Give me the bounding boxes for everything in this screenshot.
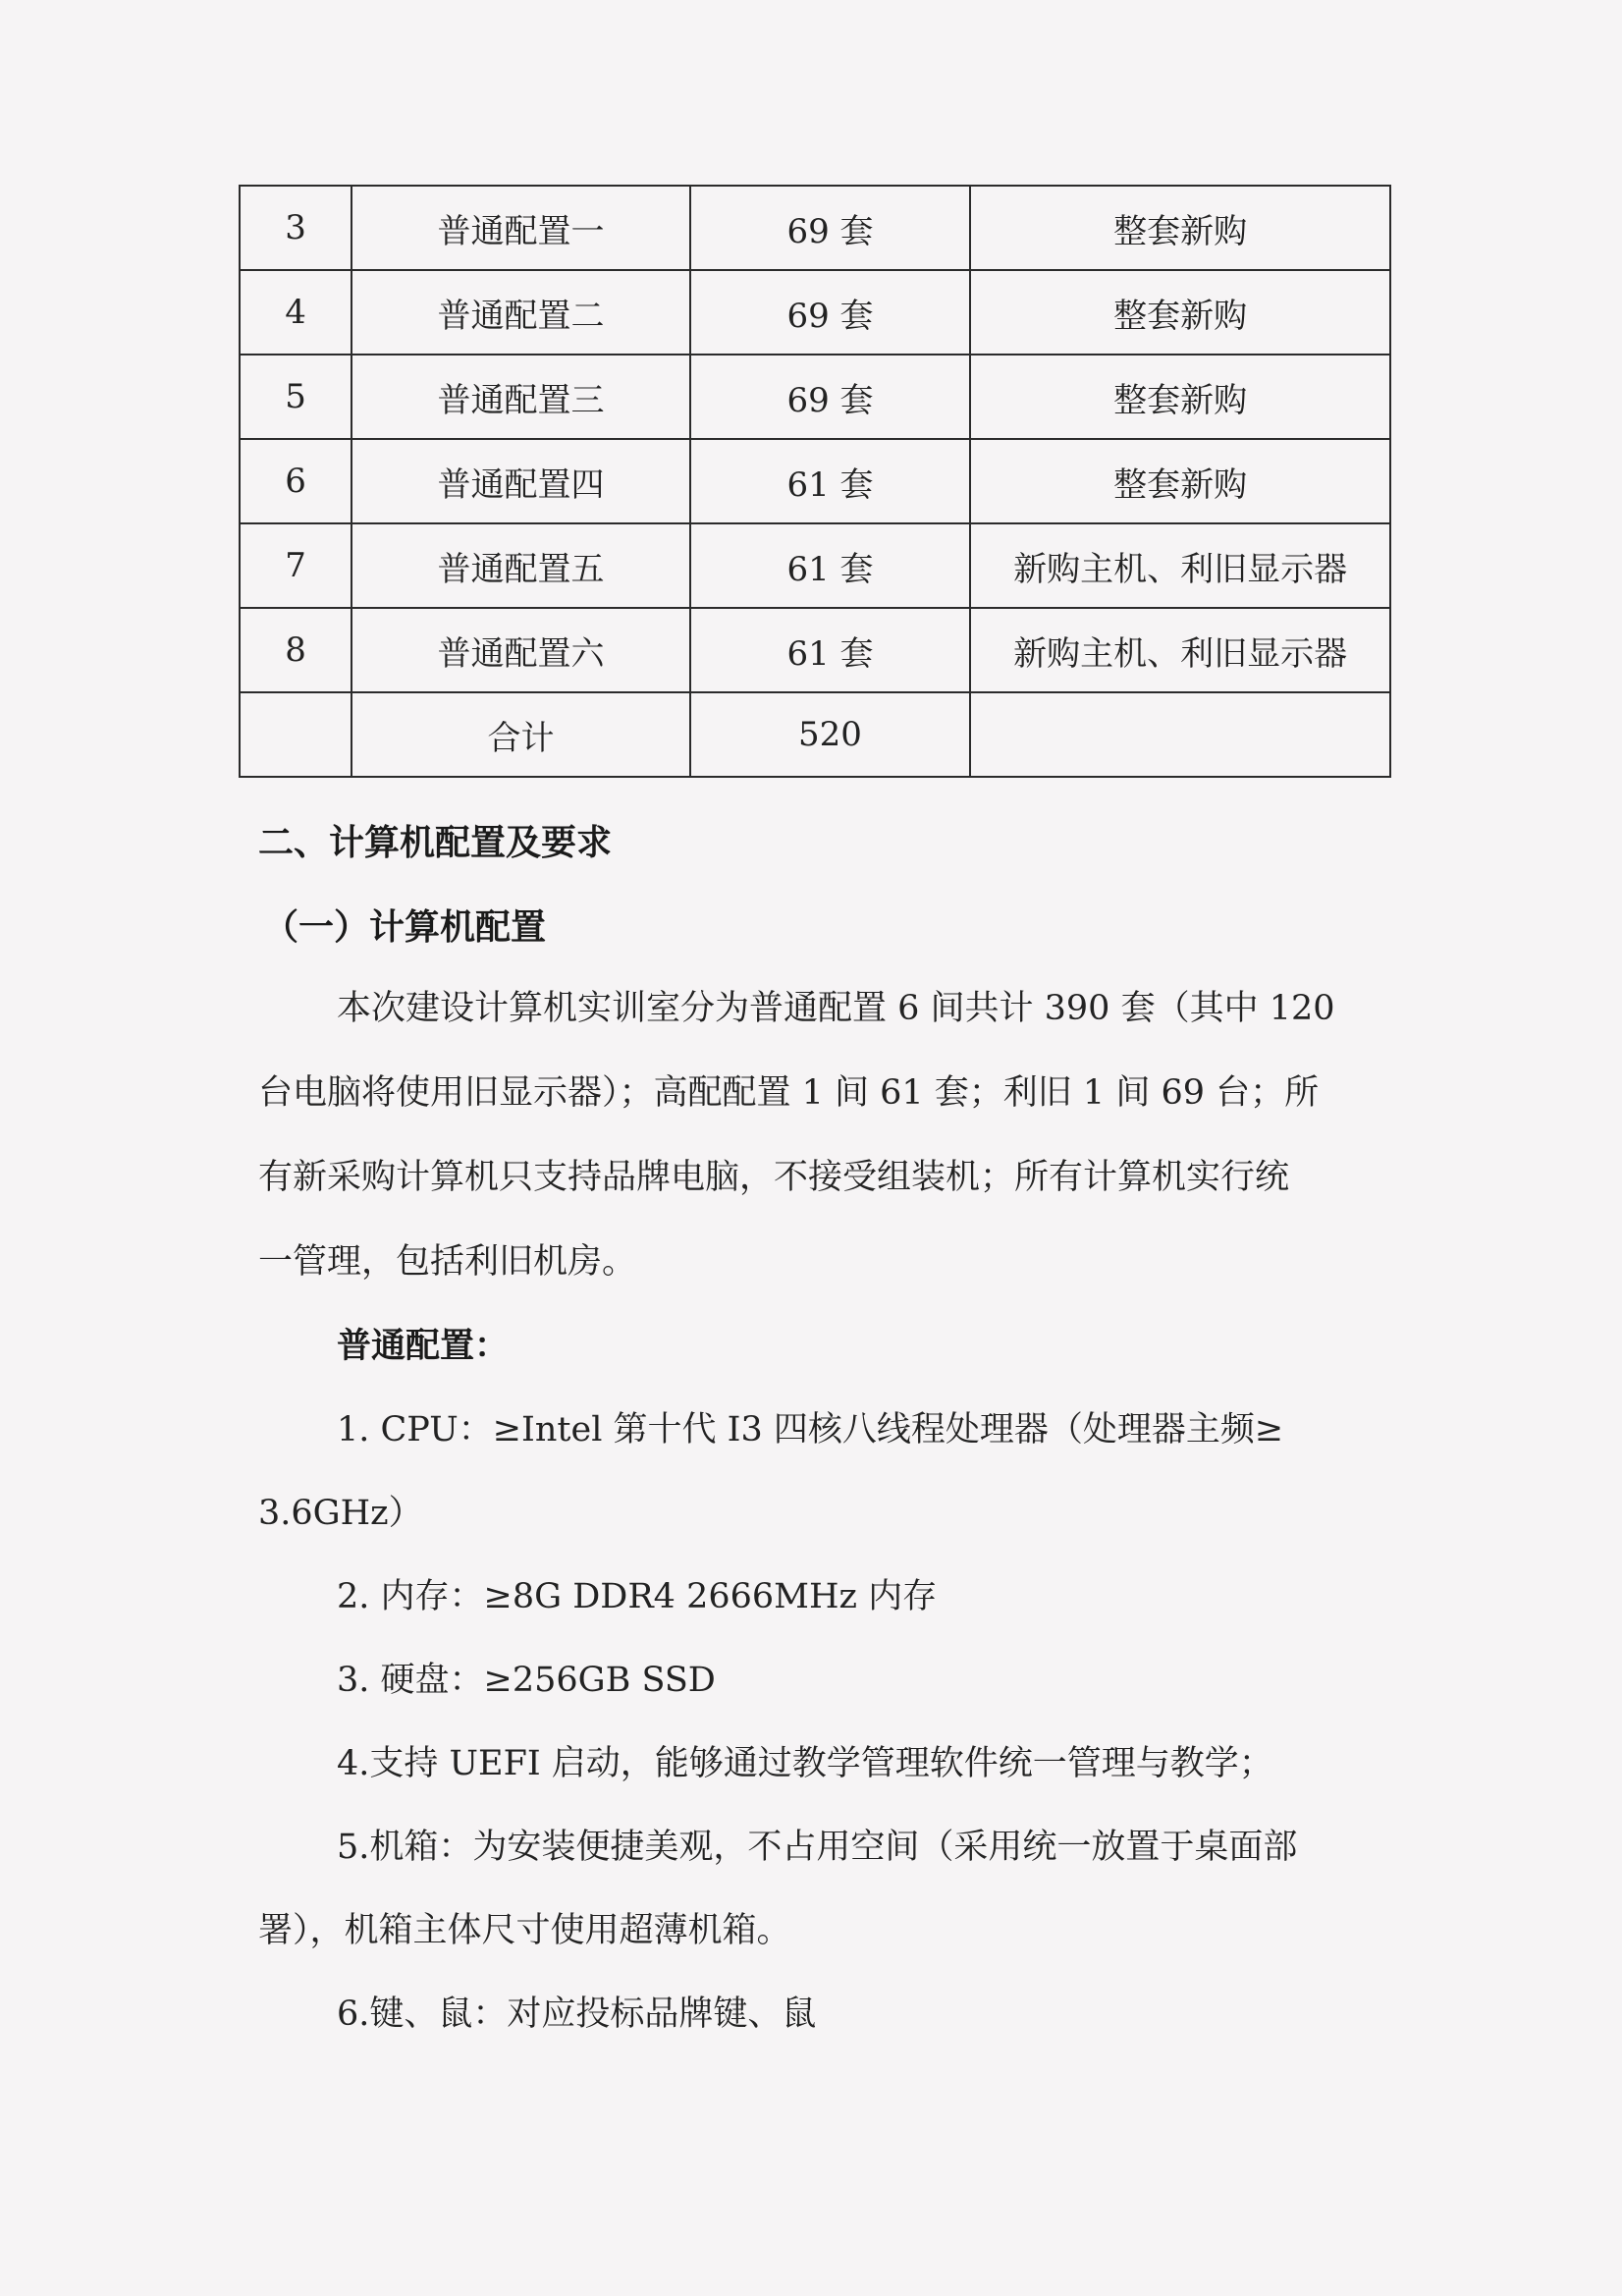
config-quantity: 69 套 (690, 270, 970, 355)
config-note: 整套新购 (970, 186, 1390, 270)
spec-line: 6.键、鼠：对应投标品牌键、鼠 (337, 1995, 817, 2034)
row-number: 5 (240, 355, 351, 439)
config-note: 新购主机、利旧显示器 (970, 608, 1390, 692)
config-note: 整套新购 (970, 355, 1390, 439)
row-number (240, 692, 351, 777)
row-number: 3 (240, 186, 351, 270)
config-quantity-table (239, 185, 1391, 778)
spec-line: 4.支持 UEFI 启动，能够通过教学管理软件统一管理与教学； (337, 1744, 1273, 1783)
total-quantity: 520 (690, 692, 970, 777)
spec-line: 2. 内存：≥8G DDR4 2666MHz 内存 (337, 1577, 938, 1616)
config-quantity: 69 套 (690, 186, 970, 270)
intro-line: 台电脑将使用旧显示器）；高配配置 1 间 61 套；利旧 1 间 69 台；所 (258, 1073, 1320, 1113)
config-note: 整套新购 (970, 439, 1390, 523)
spec-line: 1. CPU：≥Intel 第十代 I3 四核八线程处理器（处理器主频≥ (337, 1410, 1284, 1449)
table-row (240, 355, 1390, 439)
table-total-row (240, 692, 1390, 777)
row-number: 7 (240, 523, 351, 608)
spec-line: 3.6GHz） (258, 1494, 423, 1533)
subsection-heading: （一）计算机配置 (263, 906, 547, 948)
row-number: 4 (240, 270, 351, 355)
table-row (240, 439, 1390, 523)
table-row (240, 523, 1390, 608)
config-name: 普通配置三 (351, 355, 690, 439)
spec-line: 5.机箱：为安装便捷美观，不占用空间（采用统一放置于桌面部 (337, 1828, 1298, 1867)
config-name: 普通配置一 (351, 186, 690, 270)
config-quantity: 61 套 (690, 608, 970, 692)
row-number: 8 (240, 608, 351, 692)
config-note: 新购主机、利旧显示器 (970, 523, 1390, 608)
config-quantity: 61 套 (690, 523, 970, 608)
table-row (240, 270, 1390, 355)
table-row (240, 186, 1390, 270)
intro-line: 本次建设计算机实训室分为普通配置 6 间共计 390 套（其中 120 (337, 989, 1335, 1028)
row-number: 6 (240, 439, 351, 523)
intro-line: 有新采购计算机只支持品牌电脑，不接受组装机；所有计算机实行统 (258, 1158, 1290, 1197)
config-name: 普通配置四 (351, 439, 690, 523)
config-quantity: 61 套 (690, 439, 970, 523)
config-name: 普通配置二 (351, 270, 690, 355)
config-name: 普通配置五 (351, 523, 690, 608)
section-heading: 二、计算机配置及要求 (258, 822, 613, 863)
config-note: 整套新购 (970, 270, 1390, 355)
table-row (240, 608, 1390, 692)
total-label: 合计 (351, 692, 690, 777)
config-note (970, 692, 1390, 777)
intro-line: 一管理，包括利旧机房。 (258, 1242, 637, 1282)
config-title: 普通配置： (337, 1326, 510, 1366)
spec-line: 署），机箱主体尺寸使用超薄机箱。 (258, 1911, 791, 1950)
config-quantity: 69 套 (690, 355, 970, 439)
config-name: 普通配置六 (351, 608, 690, 692)
spec-line: 3. 硬盘：≥256GB SSD (337, 1661, 716, 1700)
